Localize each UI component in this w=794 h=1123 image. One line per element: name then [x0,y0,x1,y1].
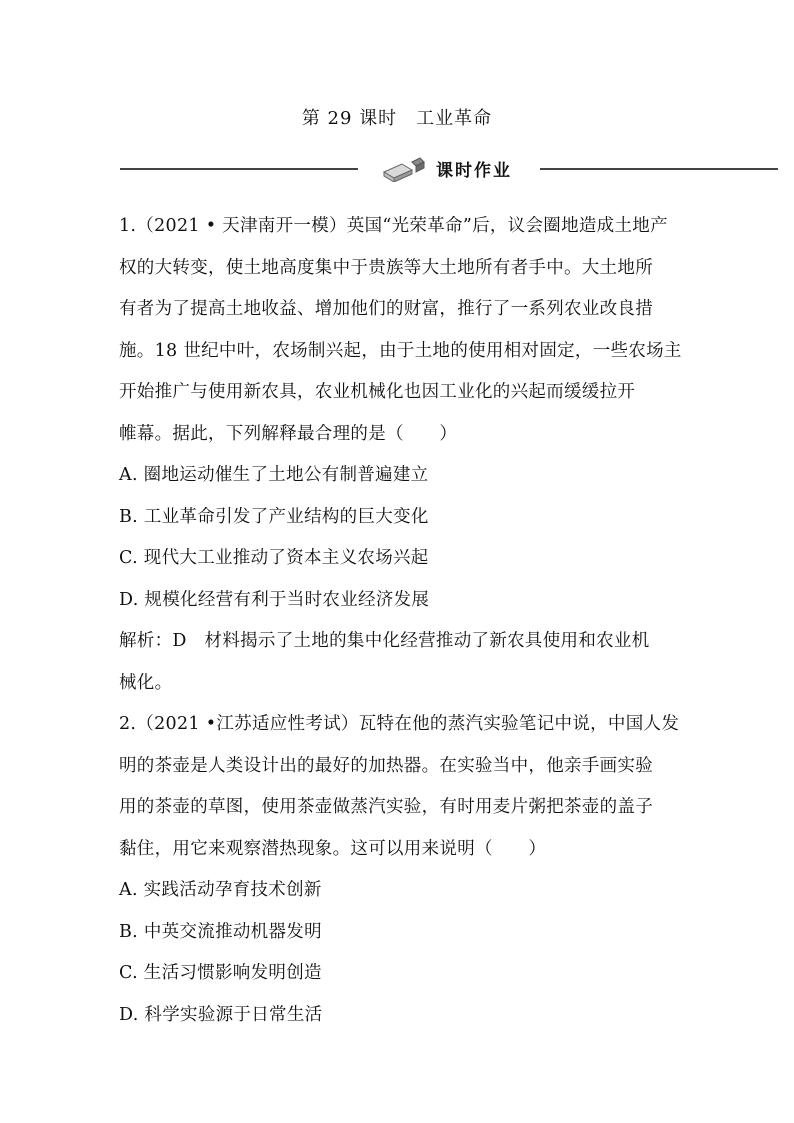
question-2-stem-line: 2.（2021 •江苏适应性考试）瓦特在他的蒸汽实验笔记中说，中国人发 [119,714,680,734]
banner-divider-left [120,168,358,170]
question-1-stem-line: 帷幕。据此，下列解释最合理的是（ ） [119,423,458,444]
question-2-stem-line: 用的茶壶的草图，使用茶壶做蒸汽实验，有时用麦片粥把茶壶的盖子 [119,797,653,817]
question-2-stem-line: 黏住，用它来观察潜热现象。这可以用来说明（ ） [119,838,547,859]
question-1-stem-line: 开始推广与使用新农具，农业机械化也因工业化的兴起而缓缓拉开 [119,382,636,402]
question-2-option-c: C. 生活习惯影响发明创造 [119,963,322,983]
question-1-stem-line: 1.（2021 • 天津南开一模）英国“光荣革命”后，议会圈地造成土地产 [119,216,668,236]
question-2-option-b: B. 中英交流推动机器发明 [119,921,322,942]
question-2-stem-line: 明的茶壶是人类设计出的最好的加热器。在实验当中，他亲手画实验 [119,755,653,776]
question-1-stem-line: 施。18 世纪中叶，农场制兴起，由于土地的使用相对固定，一些农场主 [119,340,682,361]
question-2-option-d: D. 科学实验源于日常生活 [119,1004,323,1025]
page-title: 第 29 课时 工业革命 [301,108,493,129]
question-1-option-a: A. 圈地运动催生了土地公有制普遍建立 [119,465,429,485]
question-1-analysis-line: 械化。 [119,672,173,693]
banner-divider-right [540,168,778,170]
question-1-analysis-line: 解析：D 材料揭示了土地的集中化经营推动了新农具使用和农业机 [119,631,650,651]
banner-label: 课时作业 [436,161,512,181]
question-1-stem-line: 权的大转变，使土地高度集中于贵族等大土地所有者手中。大土地所 [119,257,653,278]
question-content [119,206,682,1036]
question-1-option-d: D. 规模化经营有利于当时农业经济发展 [119,589,430,610]
pencil-eraser-icon [382,156,426,182]
section-banner [120,154,778,184]
question-2-option-a: A. 实践活动孕育技术创新 [119,880,322,900]
question-1-stem-line: 有者为了提高土地收益、增加他们的财富，推行了一系列农业改良措 [119,299,653,319]
question-1-option-c: C. 现代大工业推动了资本主义农场兴起 [119,548,429,568]
question-1-option-b: B. 工业革命引发了产业结构的巨大变化 [119,506,429,527]
